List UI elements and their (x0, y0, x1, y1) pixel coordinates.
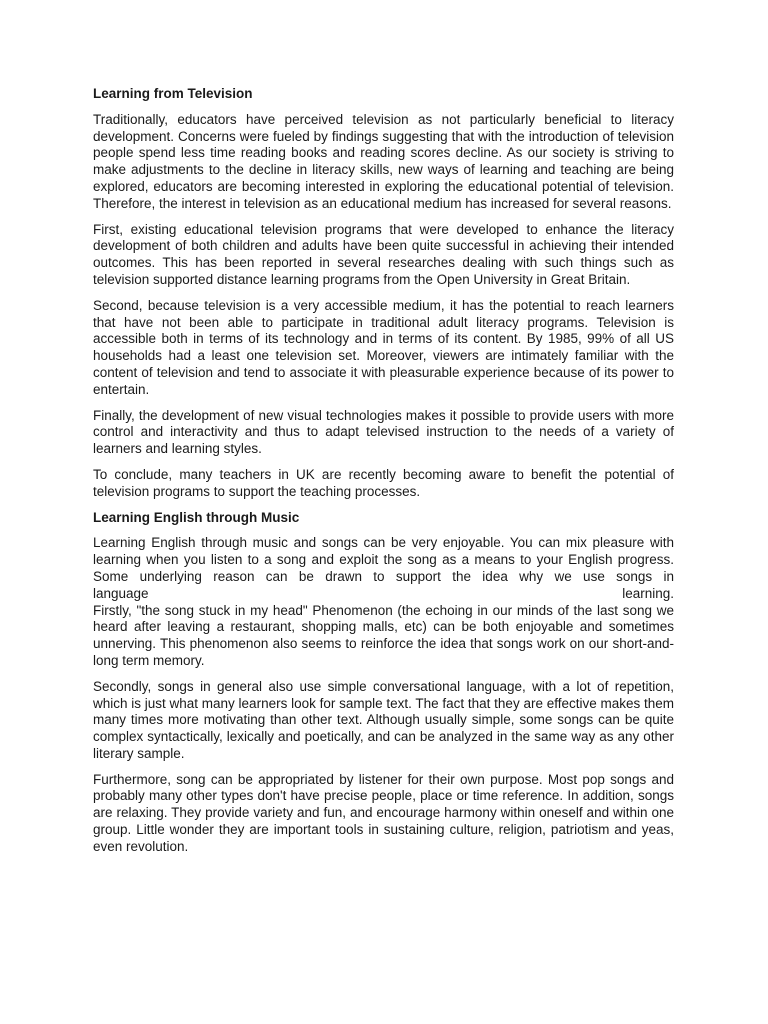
music-intro-language-learning-line: language learning. (93, 585, 674, 601)
paragraph-traditionally: Traditionally, educators have perceived television as not particularly beneficial to literacy development. Concerns were fueled by findings suggesting that with the introduction of television people spend less time reading books and reading scores decline. As our society is striving to make adjustments to the decline in literacy skills, new ways of learning and teaching are being explored, educators are becoming interested in exploring the educational potential of television. Therefore, the interest in television as an educational medium has increased for several reasons. (93, 111, 674, 211)
paragraph-first: First, existing educational television programs that were developed to enhance the literacy development of both children and adults have been quite successful in achieving their intended outcomes. This has been reported in several researches dealing with such things such as television supported distance learning programs from the Open University in Great Britain. (93, 221, 674, 287)
music-intro-part1: Learning English through music and songs can be very enjoyable. You can mix pleasure with learning when you listen to a song and exploit the song as a means to your English progress. Some underlying reason can be drawn to support the idea why we use songs in (93, 535, 674, 584)
paragraph-finally: Finally, the development of new visual technologies makes it possible to provide users with more control and interactivity and thus to adapt televised instruction to the needs of a variety of learners and learning styles. (93, 407, 674, 457)
section-heading-music: Learning English through Music (93, 509, 300, 525)
paragraph-furthermore: Furthermore, song can be appropriated by listener for their own purpose. Most pop songs and probably many other types don't have precise people, place or time reference. In addition, songs are relaxing. They provide variety and fun, and encourage harmony within oneself and within one group. Little wonder they are important tools in sustaining culture, religion, patriotism and yeas, even revolution. (93, 771, 674, 854)
paragraph-second: Second, because television is a very accessible medium, it has the potential to reach learners that have not been able to participate in traditional adult literacy programs. Television is accessible both in terms of its technology and in terms of its content. By 1985, 99% of all US households had a least one television set. Moreover, viewers are intimately familiar with the content of television and tend to associate it with pleasurable experience because of its power to entertain. (93, 297, 674, 397)
paragraph-music-intro (93, 535, 674, 669)
document-page (93, 86, 674, 865)
section-heading-television: Learning from Television (93, 86, 253, 101)
music-intro-firstly: Firstly, "the song stuck in my head" Phenomenon (the echoing in our minds of the last song we heard after leaving a restaurant, shopping malls, etc) can be both enjoyable and sometimes unnerving. This phenomenon also seems to reinforce the idea that songs work on our short-and-long term memory. (93, 602, 674, 668)
paragraph-conclude: To conclude, many teachers in UK are recently becoming aware to benefit the potential of television programs to support the teaching processes. (93, 466, 674, 499)
paragraph-secondly: Secondly, songs in general also use simple conversational language, with a lot of repetition, which is just what many learners look for sample text. The fact that they are effective makes them many times more motivating than other text. Although usually simple, some songs can be quite complex syntactically, lexically and poetically, and can be analyzed in the same way as any other literary sample. (93, 678, 675, 761)
